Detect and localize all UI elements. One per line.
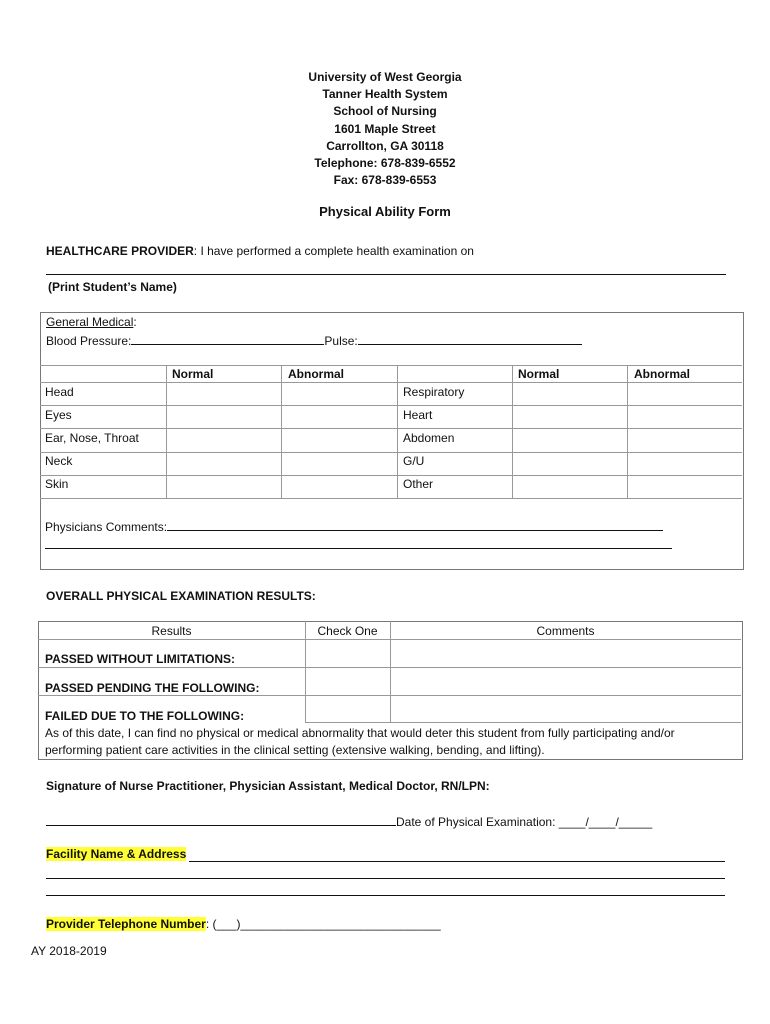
facility-address-line-3[interactable] <box>46 895 725 896</box>
table-row-divider <box>40 382 742 383</box>
exam-statement-line: performing patient care activities in the clinical setting (extensive walking, bending, and lifting). <box>45 743 545 757</box>
check-one-col-header: Check One <box>317 624 378 638</box>
check-failed[interactable] <box>307 697 389 721</box>
student-name-line[interactable] <box>46 274 726 275</box>
colon-text: : <box>133 315 137 329</box>
row-label-skin: Skin <box>45 477 69 491</box>
results-row-divider <box>305 722 741 723</box>
header-line: University of West Georgia <box>308 70 462 84</box>
table-bottom-border <box>40 498 742 499</box>
provider-statement <box>46 244 474 258</box>
physicians-comments-line-2[interactable] <box>45 548 672 549</box>
row-label-abdomen: Abdomen <box>403 431 455 445</box>
facility-row <box>46 847 186 861</box>
general-medical-heading: General Medical <box>46 315 134 329</box>
provider-phone-field[interactable]: : (___)______________________________ <box>205 917 441 931</box>
overall-results-title: OVERALL PHYSICAL EXAMINATION RESULTS: <box>46 589 316 603</box>
passed-pending-label: PASSED PENDING THE FOLLOWING: <box>45 681 260 695</box>
exam-statement-line: As of this date, I can find no physical or medical abnormality that would deter this student from fully participating and/or <box>45 726 675 740</box>
failed-due-label: FAILED DUE TO THE FOLLOWING: <box>45 709 245 723</box>
header-line: 1601 Maple Street <box>334 121 436 136</box>
col-abnormal-right: Abnormal <box>634 367 691 381</box>
header-line: Tanner Health System <box>322 87 448 102</box>
vitals-row <box>46 332 582 348</box>
table-col-divider <box>512 365 513 498</box>
facility-address-line-2[interactable] <box>46 878 725 879</box>
table-col-divider <box>166 365 167 498</box>
blood-pressure-label: Blood Pressure: <box>46 334 132 348</box>
pulse-label: Pulse: <box>324 334 358 348</box>
table-col-divider <box>281 365 282 498</box>
header-line: Carrollton, GA 30118 <box>326 138 444 153</box>
table-col-divider <box>627 365 628 498</box>
form-title: Physical Ability Form <box>319 204 451 219</box>
institution-header <box>0 69 770 189</box>
row-label-neck: Neck <box>45 454 73 468</box>
header-line: Fax: 678-839-6553 <box>333 173 437 188</box>
date-of-exam-label: Date of Physical Examination: ____/____/_____ <box>396 815 653 829</box>
table-col-divider <box>397 365 398 498</box>
check-passed-without-limitations[interactable] <box>307 641 389 666</box>
signature-field[interactable] <box>46 813 396 826</box>
row-label-gu: G/U <box>403 454 425 468</box>
row-label-heart: Heart <box>403 408 433 422</box>
physicians-comments-row <box>45 518 663 534</box>
pulse-field[interactable] <box>358 332 582 345</box>
signature-row <box>46 813 652 829</box>
results-col-header: Results <box>151 624 192 638</box>
table-row-divider <box>40 405 742 406</box>
table-row-divider <box>40 475 742 476</box>
provider-text: : I have performed a complete health examination on <box>193 244 474 258</box>
row-label-eyes: Eyes <box>45 408 72 422</box>
row-label-respiratory: Respiratory <box>403 385 465 399</box>
print-name-label: (Print Student’s Name) <box>48 280 177 294</box>
provider-label: HEALTHCARE PROVIDER <box>46 244 194 258</box>
passed-without-limitations-label: PASSED WITHOUT LIMITATIONS: <box>45 652 235 666</box>
exam-statement <box>45 725 737 759</box>
row-label-other: Other <box>403 477 434 491</box>
header-line: Telephone: 678-839-6552 <box>314 156 456 171</box>
check-passed-pending[interactable] <box>307 669 389 694</box>
row-label-ent: Ear, Nose, Throat <box>45 431 139 445</box>
col-normal-right: Normal <box>518 367 560 381</box>
header-line: School of Nursing <box>333 104 437 119</box>
table-row-divider <box>40 428 742 429</box>
provider-phone-label: Provider Telephone Number <box>46 917 206 931</box>
facility-name-field[interactable] <box>189 861 725 862</box>
general-medical-title <box>46 315 137 329</box>
provider-phone-row <box>46 917 441 931</box>
table-row-divider <box>40 452 742 453</box>
table-top-border <box>40 365 742 366</box>
col-abnormal-left: Abnormal <box>288 367 345 381</box>
col-normal-left: Normal <box>172 367 214 381</box>
signature-label: Signature of Nurse Practitioner, Physician Assistant, Medical Doctor, RN/LPN: <box>46 779 490 793</box>
physicians-comments-label: Physicians Comments: <box>45 520 168 534</box>
facility-label: Facility Name & Address <box>46 847 187 861</box>
comments-col-header: Comments <box>536 624 595 638</box>
academic-year: AY 2018-2019 <box>31 944 107 958</box>
physicians-comments-field[interactable] <box>167 518 663 531</box>
row-label-head: Head <box>45 385 74 399</box>
blood-pressure-field[interactable] <box>131 332 324 345</box>
